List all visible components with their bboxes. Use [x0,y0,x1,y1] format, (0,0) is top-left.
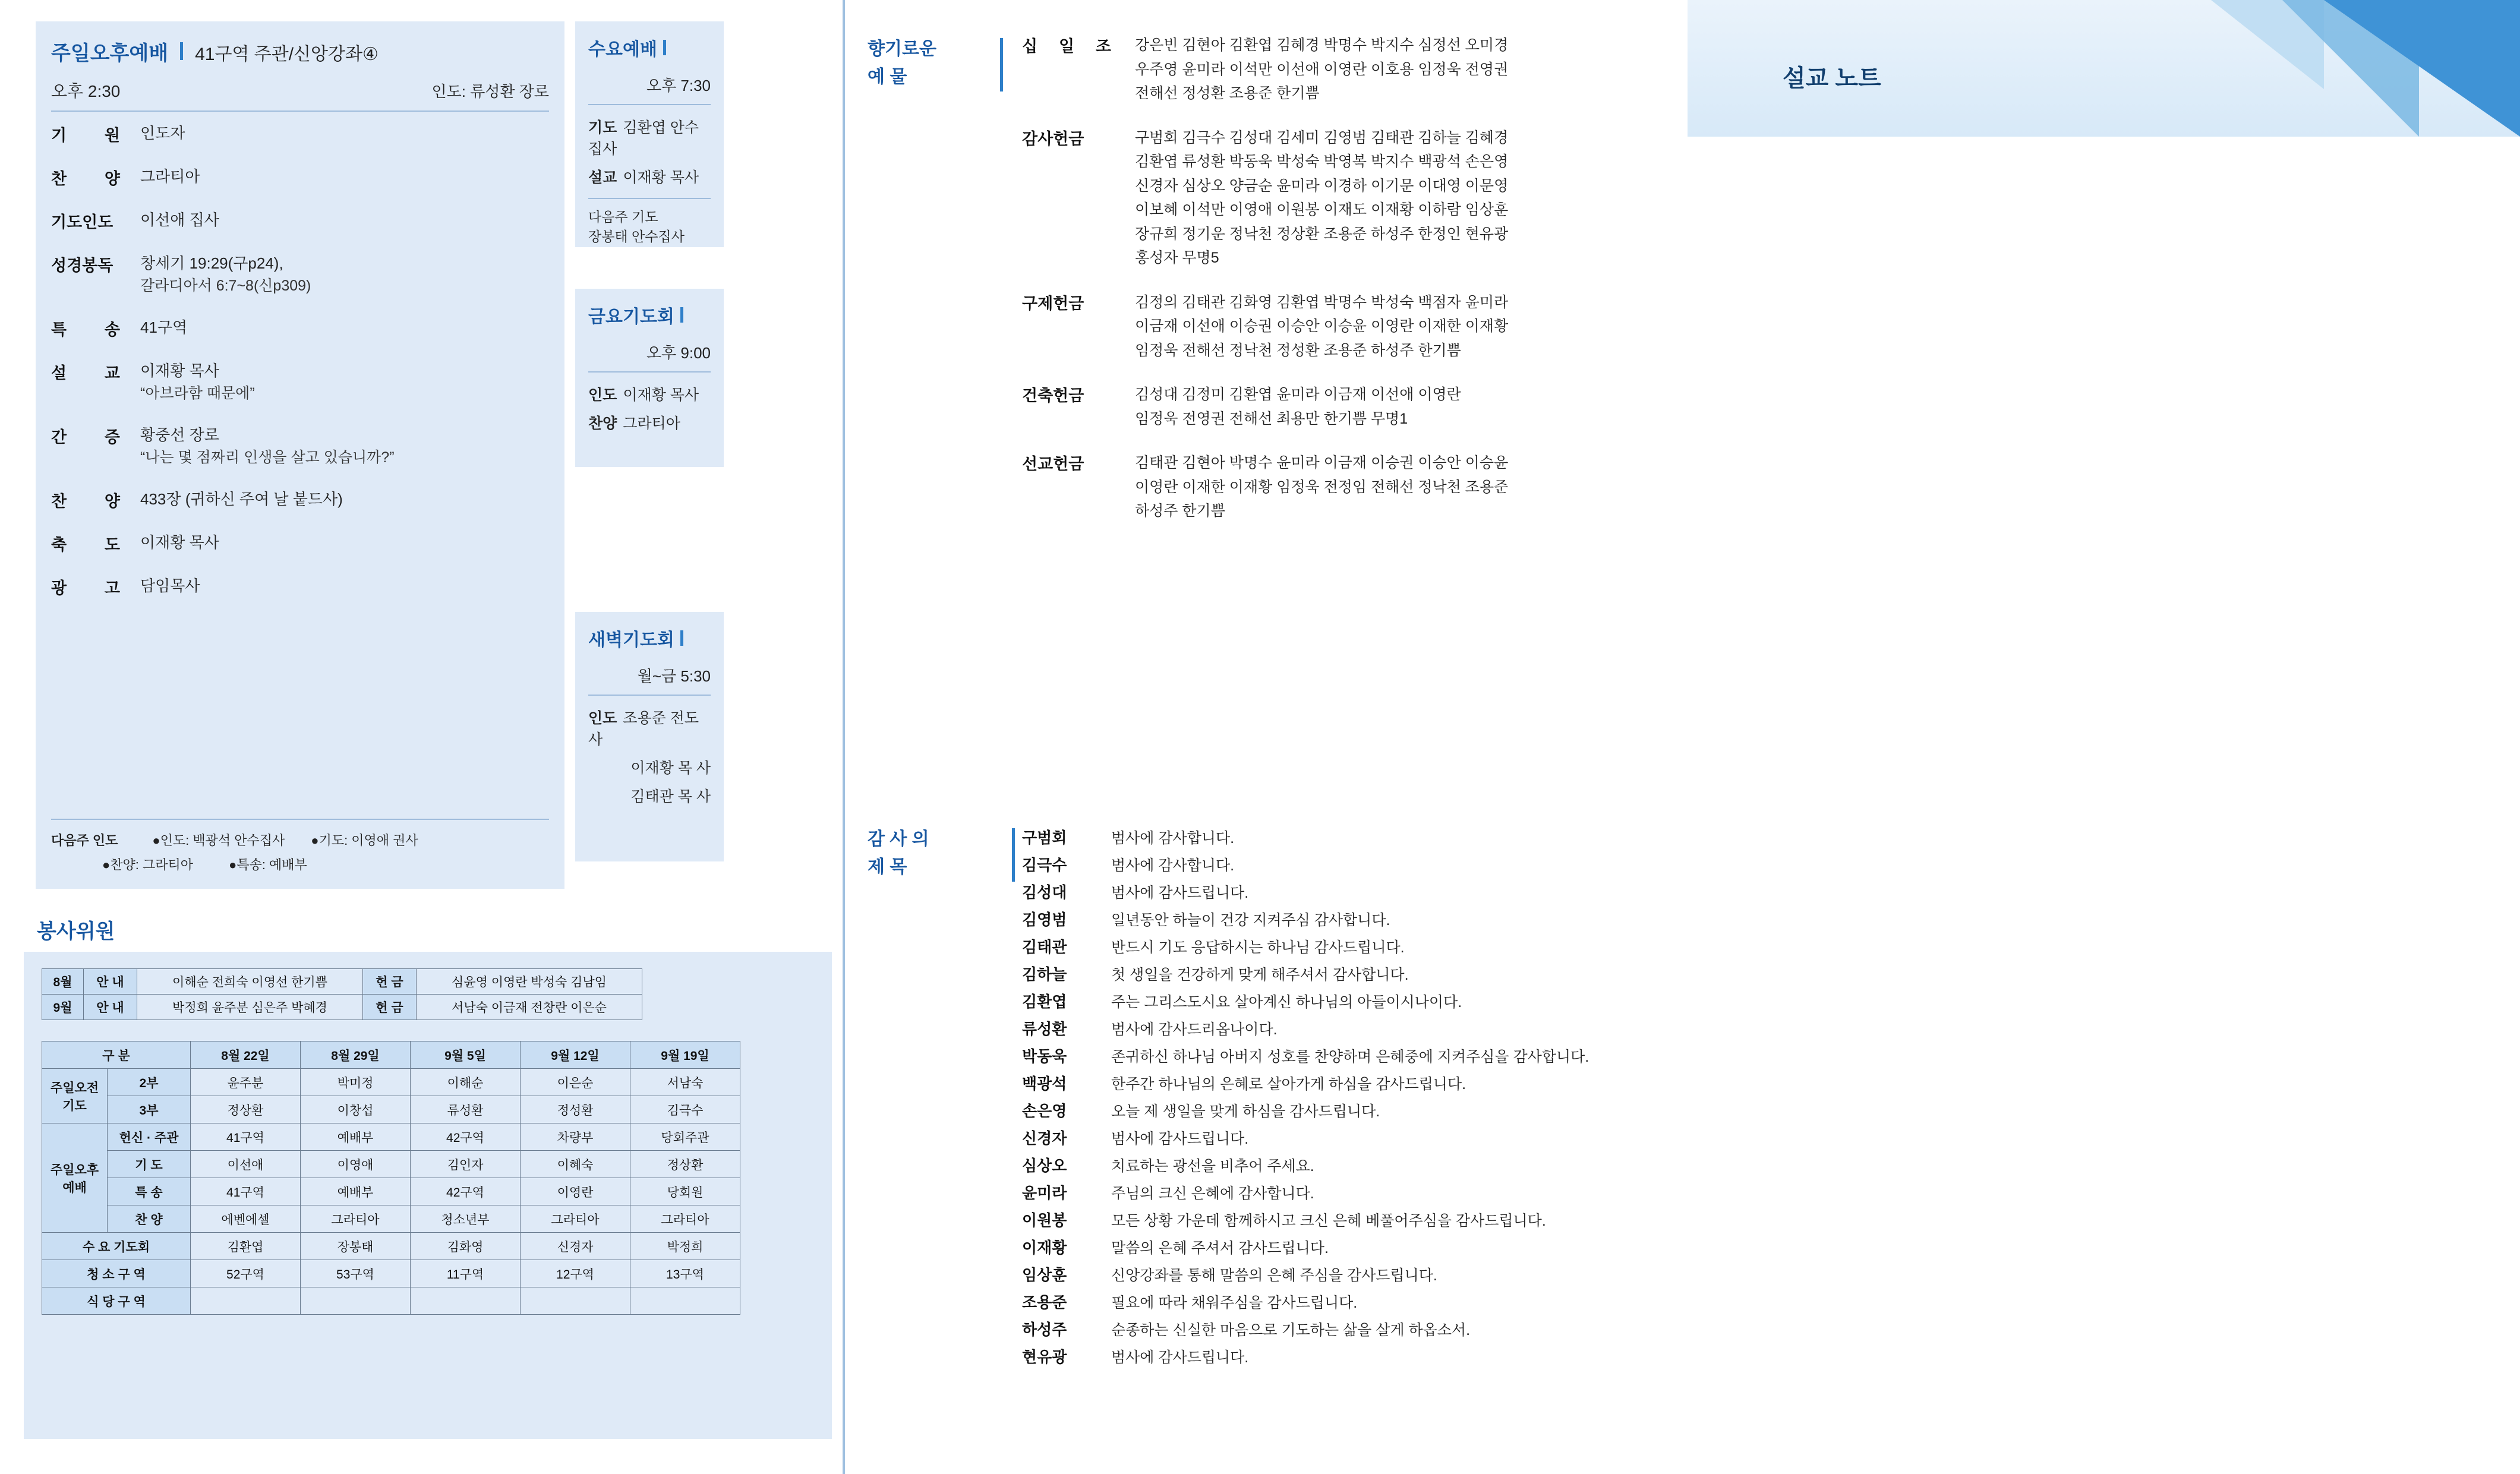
order-item-label: 찬 양 [51,170,120,188]
dawn-rows [588,706,711,806]
offering-names-line: 이영란 이재한 이재황 임정욱 전정임 전해선 정낙천 조용준 [1135,478,1509,495]
offering-row [1022,126,1735,270]
thanksgiving-name: 김성대 [1022,883,1067,901]
dawn_service-row-value: 이재황 목 사 [630,760,711,777]
thanksgiving-text: 범사에 감사드립니다. [1111,1131,1249,1147]
thanksgiving-name: 현유광 [1022,1348,1067,1366]
order-item-label: 설 교 [51,364,120,382]
thanksgiving-name: 구범회 [1022,829,1067,847]
thanksgiving-row [1022,853,1973,875]
thanksgiving-row [1022,1263,1973,1285]
order-item-label: 기 원 [51,127,120,144]
offering-names [1135,291,1508,363]
label-bar-accent [1012,828,1015,882]
table-cell: 52구역 [191,1260,301,1287]
thanksgiving-name: 손은영 [1022,1102,1067,1120]
wed_service-row [588,166,711,187]
dawn_service-row-value: 조용준 전도사 [588,710,699,748]
column-divider [843,0,845,1474]
dawn-prayer-panel [575,612,724,861]
table-cell: 8월 [42,969,84,995]
table-cell: 예배부 [301,1123,411,1151]
service-time: 오후 2:30 [51,82,121,100]
table-cell [630,1287,740,1315]
order-item-value-sub: “아브라함 때문에” [140,384,255,402]
thanksgiving-row [1022,1017,1973,1039]
order-item-value-sub: “나는 몇 점짜리 인생을 살고 있습니까?” [140,449,395,466]
table-cell: 53구역 [301,1260,411,1287]
offering-names-line: 김태관 김현아 박명수 윤미라 이금재 이승권 이승안 이승윤 [1135,454,1509,471]
next-week-prayer: ●기도: 이영애 권사 [311,833,418,848]
order-item-value-main: 담임목사 [140,576,200,595]
table-cell: 그라티아 [521,1205,630,1233]
table-cell: 이해순 [411,1069,521,1096]
thanksgiving-text: 모든 상황 가운데 함께하시고 크신 은혜 베풀어주심을 감사드립니다. [1111,1213,1546,1229]
table-cell: 이은순 [521,1069,630,1096]
table-cell: 김극수 [630,1096,740,1123]
table-cell: 차량부 [521,1123,630,1151]
thanksgiving-row [1022,826,1973,848]
offering-names [1135,451,1508,523]
thanksgiving-section-label [868,826,1004,881]
thanksgiving-name: 류성환 [1022,1020,1067,1038]
next-week-leader: ●인도: 백광석 안수집사 [152,833,285,848]
table-cell: 이창섭 [301,1096,411,1123]
table-cell: 41구역 [191,1178,301,1205]
offering-names-line: 구범회 김극수 김성대 김세미 김영범 김태관 김하늘 김혜경 [1135,129,1509,146]
volunteer-body [24,952,832,1439]
table-group-cell: 식 당 구 역 [42,1287,191,1315]
thanksgiving-name: 심상오 [1022,1157,1067,1175]
table-cell: 서남숙 이금재 전창란 이은순 [417,995,642,1020]
table-group-cell: 청 소 구 역 [42,1260,191,1287]
offering-category: 십 일 조 [1022,37,1111,55]
table-sub-cell: 헌신 · 주관 [108,1123,191,1151]
table-header-cell: 8월 22일 [191,1041,301,1069]
order-item-value-main: 인도자 [140,124,185,142]
thanks-label-line1: 감 사 의 [868,829,929,849]
thanksgiving-name: 이재황 [1022,1239,1067,1257]
thanksgiving-row [1022,1345,1973,1367]
left-column [0,0,850,1474]
order-item [51,488,553,512]
table-sub-cell: 특 송 [108,1178,191,1205]
table-sub-cell: 찬 양 [108,1205,191,1233]
table-row [42,969,642,995]
thanksgiving-row [1022,990,1973,1012]
offering-label-line2: 예 물 [868,67,907,87]
wednesday-title: 수요예배 [588,40,657,59]
thanksgiving-name: 하성주 [1022,1321,1067,1339]
sunday-afternoon-service-panel [36,21,564,889]
wednesday-next-note [588,198,711,247]
order-item-value [140,166,200,188]
thanksgiving-row [1022,1072,1973,1094]
table-cell: 박미정 [301,1069,411,1096]
wednesday-title-row [575,21,724,61]
table-cell: 류성환 [411,1096,521,1123]
fri_service-row [588,383,711,405]
thanksgiving-text: 존귀하신 하나님 아버지 성호를 찬양하며 은혜중에 지켜주심을 감사합니다. [1111,1049,1589,1065]
thanksgiving-text: 범사에 감사드립니다. [1111,1349,1249,1366]
table-cell: 신경자 [521,1233,630,1260]
service-subtitle: 41구역 주관/신앙강좌④ [195,45,379,64]
offering-names-line: 임정욱 전영권 전해선 최용만 한기쁨 무명1 [1135,410,1408,427]
thanks-label-line2: 제 목 [868,857,907,877]
order-item-value-main: 이선애 집사 [140,211,219,229]
order-item-value [140,317,187,339]
table-cell: 청소년부 [411,1205,521,1233]
label-bar-accent [1000,38,1003,91]
order-item [51,252,553,296]
table-cell: 정상환 [630,1151,740,1178]
order-item-label: 찬 양 [51,492,120,510]
table-cell: 윤주분 [191,1069,301,1096]
order-item-label: 기도인도 [51,213,113,231]
order-item-value [140,532,219,554]
table-cell: 김인자 [411,1151,521,1178]
table-cell: 이혜숙 [521,1151,630,1178]
table-sub-cell: 2부 [108,1069,191,1096]
table-cell: 김환엽 [191,1233,301,1260]
thanksgiving-row [1022,1290,1973,1312]
table-cell: 13구역 [630,1260,740,1287]
table-cell: 정상환 [191,1096,301,1123]
wed_service-row-label: 설교 [588,169,617,186]
offering-names [1135,33,1508,106]
table-row [42,1123,740,1151]
fri_service-row-label: 찬양 [588,415,617,432]
table-header-cell: 9월 19일 [630,1041,740,1069]
table-cell: 9월 [42,995,84,1020]
thanksgiving-text: 신앙강좌를 통해 말씀의 은혜 주심을 감사드립니다. [1111,1267,1437,1284]
table-cell: 에벤에셀 [191,1205,301,1233]
table-cell: 42구역 [411,1178,521,1205]
offering-names-line: 강은빈 김현아 김환엽 김혜경 박명수 박지수 심정선 오미경 [1135,37,1509,53]
table-cell: 서남숙 [630,1069,740,1096]
thanksgiving-name: 이원봉 [1022,1211,1067,1229]
thanksgiving-name: 김태관 [1022,938,1067,956]
order-item [51,360,553,404]
dawn_service-row [588,785,711,806]
order-item-value [140,122,185,145]
offering-names-line: 이금재 이선애 이승권 이승안 이승윤 이영란 이재한 이재황 [1135,318,1509,334]
table-cell [521,1287,630,1315]
fri_service-row-value: 그라티아 [623,415,680,432]
dawn-title: 새벽기도회 [588,630,674,650]
order-item-label: 간 증 [51,428,120,446]
order-item [51,532,553,555]
order-item [51,424,553,468]
thanksgiving-row [1022,935,1973,957]
table-row [42,995,642,1020]
thanksgiving-text: 주는 그리스도시요 살아계신 하나님의 아들이시나이다. [1111,994,1462,1011]
table-row [42,1178,740,1205]
table-cell: 안 내 [84,995,137,1020]
offering-names [1135,383,1461,431]
thanksgiving-text: 순종하는 신실한 마음으로 기도하는 삶을 살게 하옵소서. [1111,1322,1471,1339]
title-bar-accent [680,307,683,323]
next-week-special-song: ●특송: 예배부 [229,857,307,872]
fri_service-row-value: 이재황 목사 [623,387,699,403]
service-title: 주일오후예배 [51,42,169,65]
volunteer-title: 봉사위원 [37,920,115,943]
friday-title-row [575,289,724,328]
thanksgiving-text: 필요에 따라 채워주심을 감사드립니다. [1111,1295,1358,1311]
order-item-value-sub: 갈라디아서 6:7~8(신p309) [140,277,311,294]
thanksgiving-text: 말씀의 은혜 주셔서 감사드립니다. [1111,1240,1329,1257]
friday-time: 오후 9:00 [588,341,711,373]
service-order-list [51,122,553,618]
thanksgiving-row [1022,1154,1973,1176]
offering-list [1022,33,1735,544]
table-header-row [42,1041,740,1069]
offering-category: 건축헌금 [1022,387,1084,405]
order-item-value [140,209,219,232]
thanksgiving-row [1022,1208,1973,1230]
dawn-time: 월~금 5:30 [588,664,711,696]
thanksgiving-row [1022,962,1973,984]
thanksgiving-text: 범사에 감사드리옵나이다. [1111,1021,1278,1038]
offering-names-line: 이보혜 이석만 이영애 이원봉 이재도 이재황 이하람 임상훈 [1135,201,1509,218]
table-cell: 그라티아 [630,1205,740,1233]
fri_service-row-label: 인도 [588,387,617,403]
order-item [51,317,553,340]
table-cell: 안 내 [84,969,137,995]
thanksgiving-name: 김극수 [1022,856,1067,874]
table-cell: 장봉태 [301,1233,411,1260]
thanksgiving-text: 범사에 감사합니다. [1111,857,1235,874]
friday-title: 금요기도회 [588,307,674,327]
offering-names-line: 우주영 윤미라 이석만 이선애 이영란 이호용 임정욱 전영권 [1135,61,1509,78]
offering-label-line1: 향기로운 [868,39,936,59]
table-cell: 당회주관 [630,1123,740,1151]
wednesday-service-panel [575,21,724,247]
table-header-cell: 8월 29일 [301,1041,411,1069]
thanksgiving-text: 한주간 하나님의 은혜로 살아가게 하심을 감사드립니다. [1111,1076,1466,1093]
table-row [42,1233,740,1260]
offering-names-line: 홍성자 무명5 [1135,250,1219,266]
next-week-note [51,819,549,873]
dawn-title-row [575,612,724,651]
decorative-triangle-dark [2324,0,2520,137]
title-bar-accent [680,630,683,646]
wed_service-row-label: 기도 [588,119,617,136]
offering-row [1022,383,1735,431]
thanksgiving-row [1022,1099,1973,1121]
order-item-label: 광 고 [51,579,120,597]
offering-names-line: 김정의 김태관 김화영 김환엽 박명수 박성숙 백점자 윤미라 [1135,293,1509,311]
table-cell: 이해순 전희숙 이영선 한기쁨 [137,969,363,995]
sermon-note-label: 설교 노트 [1783,65,1881,91]
table-cell: 박정희 윤주분 심은주 박혜경 [137,995,363,1020]
offering-section-label [868,36,992,91]
offering-names-line: 김성대 김정미 김환엽 윤미라 이금재 이선애 이영란 [1135,386,1461,403]
thanksgiving-text: 범사에 감사드립니다. [1111,885,1249,901]
offering-category: 구제헌금 [1022,294,1084,313]
table-sub-cell: 3부 [108,1096,191,1123]
order-item-value [140,575,200,598]
thanksgiving-name: 윤미라 [1022,1184,1067,1202]
service-time-row [51,78,549,112]
order-item [51,209,553,232]
order-item-value-main: 이재황 목사 [140,361,219,380]
table-cell: 헌 금 [363,995,417,1020]
next-week-title: 다음주 인도 [51,833,118,848]
order-item-value-main: 41구역 [140,318,188,336]
offering-row [1022,451,1735,523]
table-row [42,1151,740,1178]
thanksgiving-text: 반드시 기도 응답하시는 하나님 감사드립니다. [1111,939,1405,956]
offering-names-line: 임정욱 전해선 정낙천 정성환 조용준 하성주 한기쁨 [1135,342,1461,359]
title-bar-accent [663,40,666,55]
offering-category: 감사헌금 [1022,130,1084,148]
table-sub-cell: 기 도 [108,1151,191,1178]
order-item-value [140,424,395,468]
wednesday-time: 오후 7:30 [588,74,711,105]
table-cell: 11구역 [411,1260,521,1287]
table-cell: 12구역 [521,1260,630,1287]
table-header-cell: 구 분 [42,1041,191,1069]
table-group-cell: 수 요 기도회 [42,1233,191,1260]
order-item-value-main: 그라티아 [140,168,200,185]
thanksgiving-text: 첫 생일을 건강하게 맞게 해주셔서 감사합니다. [1111,967,1409,983]
table-cell: 이영란 [521,1178,630,1205]
title-bar-accent [180,42,183,60]
duty-schedule-table [42,1041,740,1315]
table-row [42,1069,740,1096]
wed_service-row-value: 이재황 목사 [623,169,699,186]
thanksgiving-text: 치료하는 광선을 비추어 주세요. [1111,1158,1314,1175]
service-title-row [51,37,553,66]
fri_service-row [588,412,711,433]
order-item [51,575,553,598]
table-cell: 41구역 [191,1123,301,1151]
friday-prayer-panel [575,289,724,467]
thanksgiving-text: 범사에 감사합니다. [1111,830,1235,847]
offering-names-line: 전해선 정성환 조용준 한기쁨 [1135,85,1320,102]
table-cell: 헌 금 [363,969,417,995]
table-cell: 42구역 [411,1123,521,1151]
thanksgiving-name: 김영범 [1022,911,1067,929]
sermon-note-banner [1688,0,2520,137]
thanksgiving-name: 조용준 [1022,1293,1067,1311]
thanksgiving-row [1022,1126,1973,1148]
table-cell: 예배부 [301,1178,411,1205]
table-group-cell: 주일오전기도 [42,1069,108,1123]
table-cell [411,1287,521,1315]
order-item-label: 축 도 [51,535,120,554]
offering-category: 선교헌금 [1022,455,1084,473]
table-cell: 김화영 [411,1233,521,1260]
table-cell: 심윤영 이영란 박성숙 김남임 [417,969,642,995]
table-cell: 이영애 [301,1151,411,1178]
order-item-value [140,252,311,296]
table-header-cell: 9월 12일 [521,1041,630,1069]
thanksgiving-name: 신경자 [1022,1129,1067,1147]
thanksgiving-name: 백광석 [1022,1075,1067,1093]
thanksgiving-name: 김환엽 [1022,993,1067,1011]
table-row [42,1287,740,1315]
volunteer-section [24,915,856,1450]
table-cell [191,1287,301,1315]
dawn_service-row [588,756,711,778]
wednesday-next-title: 다음주 기도 [588,209,658,225]
offering-row [1022,291,1735,363]
thanksgiving-row [1022,1181,1973,1203]
thanksgiving-name: 박동욱 [1022,1047,1067,1065]
thanksgiving-text: 일년동안 하늘이 건강 지켜주심 감사합니다. [1111,912,1390,929]
wednesday-rows [588,116,711,187]
order-item-value-main: 창세기 19:29(구p24), [140,254,283,272]
thanksgiving-row [1022,1318,1973,1340]
thanksgiving-row [1022,1044,1973,1066]
thanksgiving-name: 김하늘 [1022,965,1067,983]
thanksgiving-name: 임상훈 [1022,1266,1067,1284]
table-cell [301,1287,411,1315]
usher-offering-table [42,968,642,1020]
offering-names-line: 신경자 심상오 양금순 윤미라 이경하 이기문 이대영 이문영 [1135,177,1509,194]
offering-names-line: 장규희 정기운 정낙천 정상환 조용준 하성주 한정인 현유광 [1135,225,1509,242]
thanksgiving-text: 오늘 제 생일을 맞게 하심을 감사드립니다. [1111,1103,1380,1120]
thanksgiving-row [1022,880,1973,902]
offering-names-line: 하성주 한기쁨 [1135,503,1225,519]
offering-names [1135,126,1508,270]
order-item-value [140,360,255,404]
table-cell: 박정희 [630,1233,740,1260]
order-item-label: 성경봉독 [51,257,113,274]
dawn_service-row [588,706,711,749]
friday-rows [588,383,711,433]
divider [588,198,711,199]
thanksgiving-list [1022,826,1973,1372]
next-week-praise: ●찬양: 그라티아 [102,857,194,872]
service-leader: 인도: 류성환 장로 [431,83,549,100]
order-item-value-main: 이재황 목사 [140,533,219,551]
order-item-label: 특 송 [51,320,120,339]
table-row [42,1205,740,1233]
thanksgiving-row [1022,1236,1973,1258]
order-item-value-main: 황중선 장로 [140,425,219,444]
order-item-value [140,488,343,511]
wed_service-row-value: 김환엽 안수집사 [588,119,699,157]
thanksgiving-row [1022,908,1973,930]
offering-names-line: 김환엽 류성환 박동욱 박성숙 박영복 박지수 백광석 손은영 [1135,153,1509,170]
dawn_service-row-label: 인도 [588,710,617,727]
thanksgiving-text: 주님의 크신 은혜에 감사합니다. [1111,1185,1314,1202]
table-header-cell: 9월 5일 [411,1041,521,1069]
table-cell: 이선애 [191,1151,301,1178]
order-item [51,122,553,146]
offering-row [1022,33,1735,106]
table-cell: 그라티아 [301,1205,411,1233]
table-row [42,1096,740,1123]
order-item [51,166,553,189]
order-item-value-main: 433장 (귀하신 주여 날 붙드사) [140,490,343,508]
table-cell: 당회원 [630,1178,740,1205]
table-group-cell: 주일오후예배 [42,1123,108,1233]
table-row [42,1260,740,1287]
table-cell: 정성환 [521,1096,630,1123]
wed_service-row [588,116,711,159]
dawn_service-row-value: 김태관 목 사 [630,788,711,805]
wednesday-next-value: 장봉태 안수집사 [588,229,685,245]
